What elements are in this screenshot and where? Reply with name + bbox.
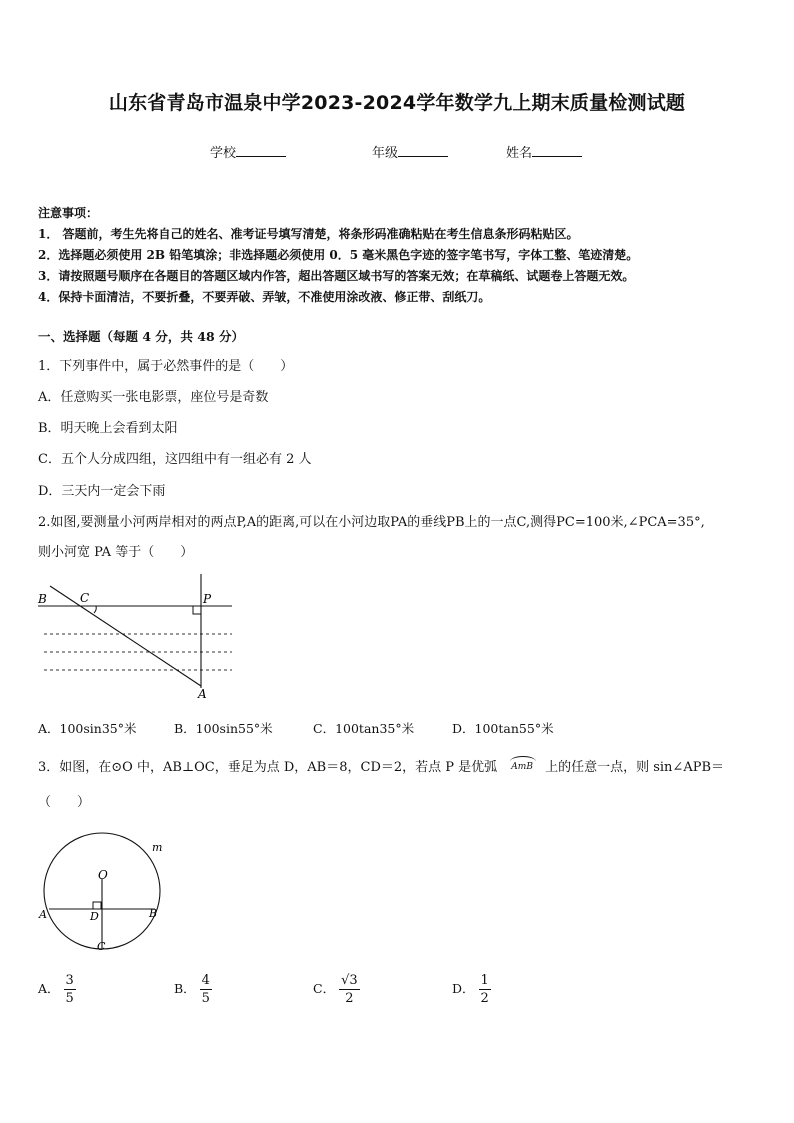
q1-option-d[interactable]: D．三天内一定会下雨 [38, 484, 166, 499]
note-item: 1． 答题前，考生先将自己的姓名、准考证号填写清楚，将条形码准确粘贴在考生信息条形码粘贴区。 [38, 227, 579, 241]
q2-option-b[interactable]: B．100sin55°米 [174, 721, 273, 736]
label-m: m [152, 841, 163, 854]
q1-option-b[interactable]: B．明天晚上会看到太阳 [38, 421, 178, 436]
q3-stem-line1 [38, 756, 724, 775]
grade-label: 年级 [372, 146, 399, 161]
right-angle-mark [193, 606, 201, 614]
q2-option-c[interactable]: C．100tan35°米 [313, 721, 415, 736]
q3-option-b[interactable] [174, 972, 212, 1007]
school-label: 学校 [210, 146, 237, 161]
angle-arc-c [94, 606, 96, 613]
school-field[interactable] [210, 142, 286, 161]
fraction-numerator: 1 [480, 973, 489, 988]
section-heading: 一、选择题（每题 4 分，共 48 分） [38, 329, 245, 344]
q1-option-a[interactable]: A．任意购买一张电影票，座位号是奇数 [38, 390, 269, 405]
label-b: B [149, 907, 158, 920]
label-b: B [38, 592, 47, 606]
note-item: 3．请按照题号顺序在各题目的答题区域内作答，超出答题区域书写的答案无效；在草稿纸、试题卷上答题无效。 [38, 269, 635, 283]
label-p: P [203, 592, 212, 606]
note-item: 4．保持卡面清洁，不要折叠，不要弄破、弄皱，不准使用涂改液、修正带、刮纸刀。 [38, 290, 491, 304]
arc-amb-notation: AmB [511, 762, 533, 772]
q3-stem-before-arc: 3．如图，在⊙O 中，AB⊥OC，垂足为点 D，AB＝8，CD＝2，若点 P 是优弧 [38, 760, 498, 775]
q3-option-a[interactable] [38, 972, 76, 1007]
q3-option-c[interactable] [313, 972, 360, 1007]
q3-option-d[interactable] [452, 972, 491, 1007]
q2-river-figure [36, 572, 236, 702]
fraction-denominator: 2 [345, 991, 354, 1006]
q3-option-b-fraction [200, 972, 212, 1007]
notes-block [38, 203, 638, 308]
q3-option-a-fraction [64, 972, 76, 1007]
q3-option-b-letter: B． [174, 981, 196, 996]
page-title: 山东省青岛市温泉中学2023-2024学年数学九上期末质量检测试题 [108, 92, 686, 114]
fraction-denominator: 2 [480, 991, 489, 1006]
fraction-denominator: 5 [65, 991, 74, 1006]
q3-option-d-fraction [479, 972, 491, 1007]
notes-heading: 注意事项： [38, 206, 99, 220]
label-d: D [90, 910, 99, 923]
q3-option-c-letter: C． [313, 981, 336, 996]
q3-option-c-fraction [339, 972, 360, 1007]
q1-stem: 1．下列事件中，属于必然事件的是（ ） [38, 359, 294, 374]
q3-option-a-letter: A． [38, 981, 60, 996]
school-blank[interactable] [236, 144, 286, 157]
q2-option-d[interactable]: D．100tan55°米 [452, 721, 554, 736]
name-blank[interactable] [532, 144, 582, 157]
right-angle-mark [93, 902, 101, 909]
fraction-numerator: 3 [65, 973, 74, 988]
fraction-denominator: 5 [201, 991, 210, 1006]
label-o: O [98, 868, 108, 882]
grade-blank[interactable] [398, 144, 448, 157]
note-item: 2．选择题必须使用 2B 铅笔填涂；非选择题必须使用 0．5 毫米黑色字迹的签字笔书写，字体工整、笔迹清楚。 [38, 248, 639, 262]
name-field[interactable] [506, 142, 582, 161]
q1-option-c[interactable]: C．五个人分成四组，这四组中有一组必有 2 人 [38, 452, 312, 467]
label-a: A [198, 687, 207, 701]
q3-stem-after-arc: 上的任意一点，则 sin∠APB＝ [545, 760, 725, 775]
line-ca [50, 586, 201, 686]
q2-stem-line2: 则小河宽 PA 等于（ ） [38, 545, 194, 560]
fraction-numerator: √3 [341, 973, 358, 988]
q3-option-d-letter: D． [452, 981, 475, 996]
label-a: A [39, 908, 47, 921]
label-c: C [80, 591, 90, 605]
q2-option-a[interactable]: A．100sin35°米 [38, 721, 137, 736]
q2-stem-line1: 2.如图,要测量小河两岸相对的两点P,A的距离,可以在小河边取PA的垂线PB上的一点C,测得PC=100米,∠PCA=35°, [38, 515, 705, 530]
q3-circle-figure [34, 832, 174, 960]
label-c: C [97, 940, 106, 953]
q3-stem-line2: （ ） [38, 795, 91, 810]
name-label: 姓名 [506, 146, 533, 161]
fraction-numerator: 4 [201, 973, 210, 988]
grade-field[interactable] [372, 142, 448, 161]
